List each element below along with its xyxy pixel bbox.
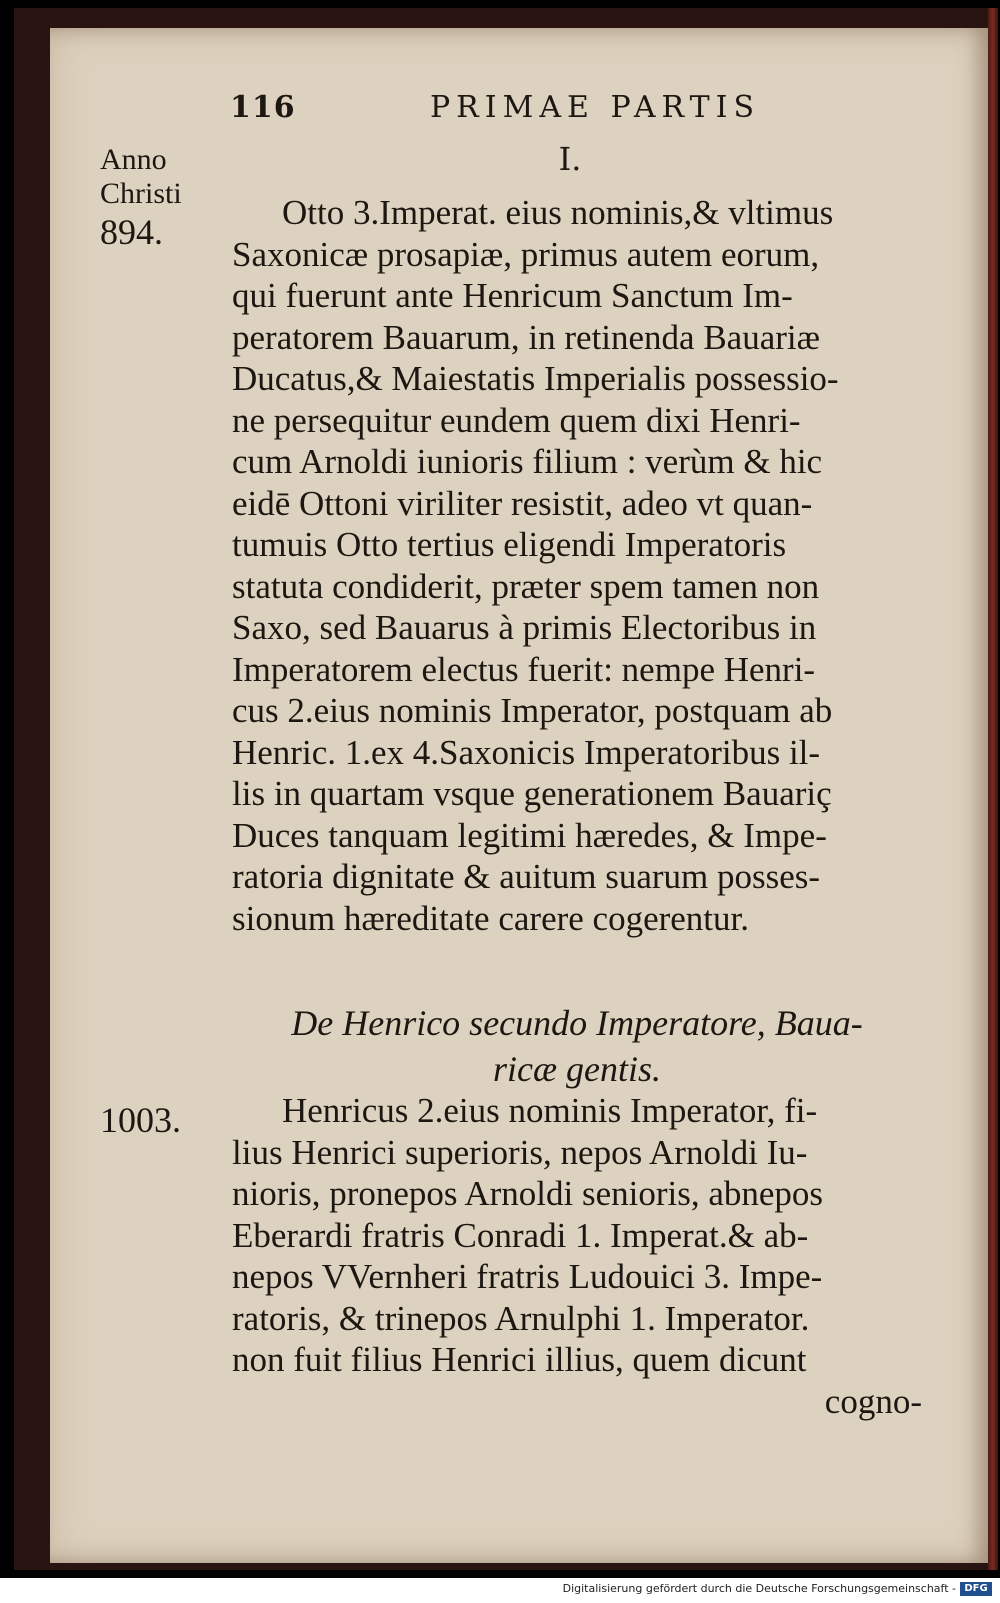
text-line: cus 2.eius nominis Imperator, postquam ab xyxy=(232,691,833,730)
text-line: qui fuerunt ante Henricum Sanctum Im- xyxy=(232,276,793,315)
text-line: Imperatorem electus fuerit: nempe Henri- xyxy=(232,649,816,689)
text-line: tumuis Otto tertius eligendi Imperatoris xyxy=(232,525,787,564)
margin-year-1003: 1003. xyxy=(100,1100,181,1140)
text-line: Saxonicæ prosapiæ, primus autem eorum, xyxy=(232,234,820,274)
text-line: ratoria dignitate & auitum suarum posses- xyxy=(232,857,821,896)
text-line: Duces tanquam legitimi hæredes, & Impe- xyxy=(232,815,827,855)
catchword: cogno- xyxy=(824,1381,922,1421)
text-line: non fuit filius Henrici illius, quem dicunt xyxy=(232,1340,807,1379)
text-line: sionum hæreditate carere cogerentur. xyxy=(232,898,750,938)
page-edge xyxy=(988,8,998,1570)
paragraph-otto xyxy=(232,192,922,939)
text-line: Saxo, sed Bauarus à primis Electoribus in xyxy=(232,608,817,647)
paragraph-henricus xyxy=(232,1090,922,1422)
page-number: 116 xyxy=(230,90,296,125)
margin-christi: Christi xyxy=(100,177,182,210)
text-line: Eberardi fratris Conradi 1. Imperat.& ab- xyxy=(232,1215,809,1255)
text-line: Henric. 1.ex 4.Saxonicis Imperatoribus il- xyxy=(232,732,821,772)
text-line: nioris, pronepos Arnoldi senioris, abnepos xyxy=(232,1174,824,1213)
text-line: statuta condiderit, præter spem tamen non xyxy=(232,566,820,606)
text-line: peratorem Bauarum, in retinenda Bauariæ xyxy=(232,317,820,357)
digitization-footer xyxy=(0,1578,1000,1603)
text-line: Henricus 2.eius nominis Imperator, fi- xyxy=(282,1091,818,1130)
text-line: Ducatus,& Maiestatis Imperialis possessio- xyxy=(232,359,839,398)
text-line: lius Henrici superioris, nepos Arnoldi Iu- xyxy=(232,1132,808,1172)
text-line: Otto 3.Imperat. eius nominis,& vltimus xyxy=(282,193,834,232)
text-line: ratoris, & trinepos Arnulphi 1. Imperator. xyxy=(232,1298,810,1338)
section-heading xyxy=(232,1000,922,1092)
heading-line: ricæ gentis. xyxy=(493,1049,661,1089)
text-line: nepos VVernheri fratris Ludouici 3. Impe- xyxy=(232,1257,823,1296)
page-header xyxy=(0,90,1000,130)
heading-line: De Henrico secundo Imperatore, Baua- xyxy=(291,1003,863,1043)
text-line: eidē Ottoni viriliter resistit, adeo vt quan- xyxy=(232,483,813,523)
text-line: lis in quartam vsque generationem Bauariç xyxy=(232,774,832,813)
dfg-logo: DFG xyxy=(960,1582,992,1596)
section-number: I. xyxy=(558,140,582,178)
margin-anno: Anno xyxy=(100,143,167,176)
running-title: PRIMAE PARTIS xyxy=(430,90,761,125)
margin-year-894: 894. xyxy=(100,212,163,252)
text-line: cum Arnoldi iunioris filium : verùm & hic xyxy=(232,442,823,481)
text-line: ne persequitur eundem quem dixi Henri- xyxy=(232,400,801,440)
footer-credit: Digitalisierung gefördert durch die Deutsche Forschungsgemeinschaft - xyxy=(562,1582,956,1595)
